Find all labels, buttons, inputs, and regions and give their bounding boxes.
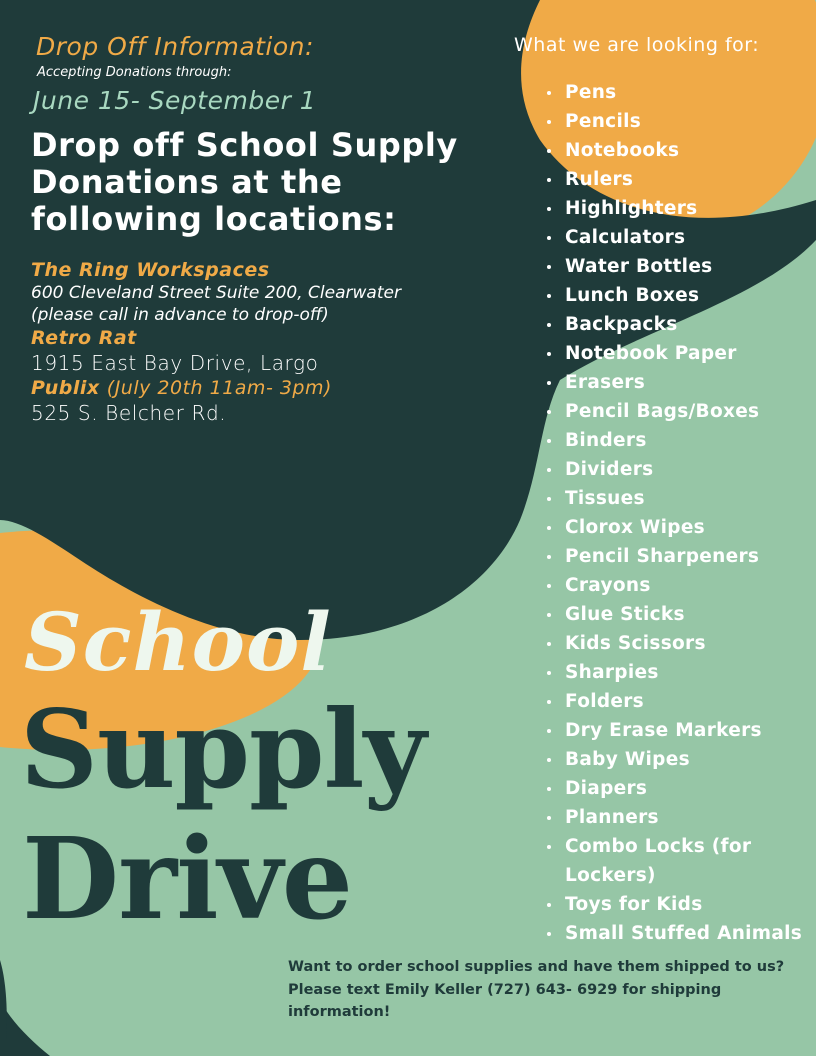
accepting-donations-line: Accepting Donations through: xyxy=(37,65,232,80)
list-item: Toys for Kids xyxy=(546,890,806,919)
list-item: Calculators xyxy=(546,223,806,252)
dark-brush-stroke-left xyxy=(0,960,7,1040)
looking-for-heading: What we are looking for: xyxy=(514,34,760,56)
list-item: Kids Scissors xyxy=(546,629,806,658)
dark-brush-stroke-bottom xyxy=(0,1000,50,1056)
list-item: Binders xyxy=(546,426,806,455)
locations-list xyxy=(31,258,491,426)
list-item: Glue Sticks xyxy=(546,600,806,629)
title-drive: Drive xyxy=(22,814,353,945)
list-item: Dry Erase Markers xyxy=(546,716,806,745)
location-address: 525 S. Belcher Rd. xyxy=(31,401,227,425)
location-address: 600 Cleveland Street Suite 200, Clearwater xyxy=(31,283,401,303)
list-item: Pens xyxy=(546,78,806,107)
list-item: Pencil Bags/Boxes xyxy=(546,397,806,426)
location-name-with-hours xyxy=(31,376,491,400)
list-item: Notebooks xyxy=(546,136,806,165)
list-item: Notebook Paper xyxy=(546,339,806,368)
list-item: Diapers xyxy=(546,774,806,803)
supply-list xyxy=(546,78,806,948)
location-name: Publix xyxy=(31,377,100,399)
location-name: Retro Rat xyxy=(31,327,137,349)
list-item: Tissues xyxy=(546,484,806,513)
list-item: Sharpies xyxy=(546,658,806,687)
list-item: Crayons xyxy=(546,571,806,600)
location-hours: (July 20th 11am- 3pm) xyxy=(106,377,332,399)
list-item: Planners xyxy=(546,803,806,832)
shipping-note: Want to order school supplies and have them shipped to us? Please text Emily Keller (727) 643- 6929 for shipping information! xyxy=(288,959,785,1020)
list-item: Lunch Boxes xyxy=(546,281,806,310)
list-item: Rulers xyxy=(546,165,806,194)
list-item: Small Stuffed Animals xyxy=(546,919,806,948)
list-item: Backpacks xyxy=(546,310,806,339)
list-item: Clorox Wipes xyxy=(546,513,806,542)
list-item: Folders xyxy=(546,687,806,716)
list-item: Erasers xyxy=(546,368,806,397)
location-address: 1915 East Bay Drive, Largo xyxy=(31,351,319,375)
location-name: The Ring Workspaces xyxy=(31,259,270,281)
list-item: Pencils xyxy=(546,107,806,136)
title-supply: Supply xyxy=(20,687,426,813)
title-school: School xyxy=(24,595,332,689)
main-heading: Drop off School Supply Donations at the following locations: xyxy=(31,126,458,238)
date-range: June 15- September 1 xyxy=(33,86,317,115)
list-item: Highlighters xyxy=(546,194,806,223)
location-note: (please call in advance to drop-off) xyxy=(31,305,329,325)
drop-off-heading: Drop Off Information: xyxy=(36,32,314,61)
list-item: Pencil Sharpeners xyxy=(546,542,806,571)
list-item: Combo Locks (for Lockers) xyxy=(546,832,806,890)
list-item: Baby Wipes xyxy=(546,745,806,774)
list-item: Water Bottles xyxy=(546,252,806,281)
list-item: Dividers xyxy=(546,455,806,484)
